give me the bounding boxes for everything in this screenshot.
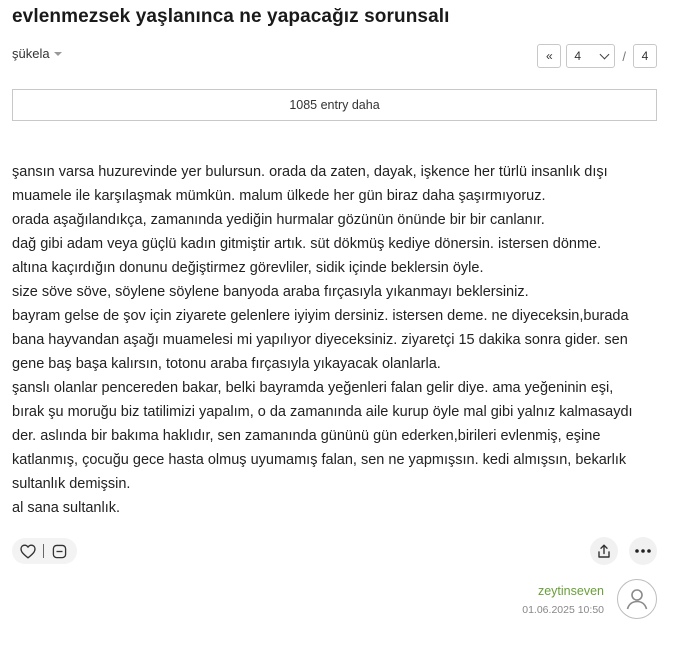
avatar[interactable] (617, 579, 657, 619)
entry-line: al sana sultanlık. (12, 500, 121, 516)
entry-line: bana hayvandan aşağı muamelesi mi yapılıyor diyeceksiniz. ziyaretçi 15 dakika sonra gider. sen (12, 332, 628, 348)
minus-square-icon[interactable] (52, 544, 67, 559)
share-icon (597, 544, 611, 559)
share-button[interactable] (590, 537, 618, 565)
entry-line: muamele ile karşılaşmak mümkün. malum ülkede her gün biraz daha şaşırmıyoruz. (12, 188, 546, 204)
entry-line: der. aslında bir bakıma haklıdır, sen zamanında gününü gün ederken,birileri evlenmiş, eşine (12, 428, 601, 444)
sort-label: şükela (12, 46, 50, 61)
heart-icon[interactable] (20, 544, 36, 559)
caret-down-icon (54, 52, 62, 56)
pager (537, 44, 657, 68)
user-icon (622, 584, 652, 614)
page-select[interactable] (566, 44, 615, 68)
entry-date[interactable]: 01.06.2025 10:50 (522, 604, 604, 616)
divider (43, 544, 44, 558)
last-page-button[interactable]: 4 (633, 44, 657, 68)
entry-line: dağ gibi adam veya güçlü kadın gitmiştir artık. süt dökmüş kediye dönersin. istersen dönme. (12, 236, 602, 252)
chevron-down-icon (600, 49, 610, 59)
load-more-entries-button[interactable]: 1085 entry daha (12, 89, 657, 121)
entry-line: bırak şu moruğu biz tatilimizi yapalım, o da zamanında aile kurup öyle mal gibi yalnız kalmasaydı (12, 404, 633, 420)
entry-line: şansın varsa huzurevinde yer bulursun. orada da zaten, dayak, işkence her türlü insanlık dışı (12, 164, 608, 180)
entry-line: katlanmış, çocuğu gece hasta olmuş uyumamış falan, sen ne yapmışsın. kedi almışsın, bekarlık (12, 452, 627, 468)
entry-line: şanslı olanlar pencereden bakar, belki bayramda yeğenleri falan gelir diye. ama yeğeninin eşi, (12, 380, 614, 396)
topic-title[interactable]: evlenmezsek yaşlanınca ne yapacağız sorunsalı (12, 6, 450, 27)
author-link[interactable]: zeytinseven (537, 584, 604, 598)
sort-dropdown[interactable] (12, 46, 62, 61)
page-select-value: 4 (574, 49, 582, 63)
prev-page-button[interactable]: « (537, 44, 561, 68)
more-options-button[interactable] (629, 537, 657, 565)
page-separator: / (622, 48, 626, 64)
entry-line: gene baş başa kalırsın, totonu araba fırçasıyla yıkayacak olanlarla. (12, 356, 441, 372)
entry-actions (12, 538, 77, 564)
entry-line: orada aşağılandıkça, zamanında yediğin hurmalar gözünün önünde bir bir canlanır. (12, 212, 545, 228)
entry-line: size söve söve, söylene söylene banyoda araba fırçasıyla yıkanmayı beklersiniz. (12, 284, 529, 300)
entry-content (12, 160, 660, 520)
entry-author-block (522, 583, 604, 616)
entry-line: bayram gelse de şov için ziyarete gelenlere iyiyim dersiniz. istersen deme. ne diyeceksin,burada (12, 308, 629, 324)
entry-line: sultanlık demişsin. (12, 476, 131, 492)
entry-line: altına kaçırdığın donunu değiştirmez görevliler, sidik içinde beklersin öyle. (12, 260, 484, 276)
more-horizontal-icon (635, 549, 651, 553)
